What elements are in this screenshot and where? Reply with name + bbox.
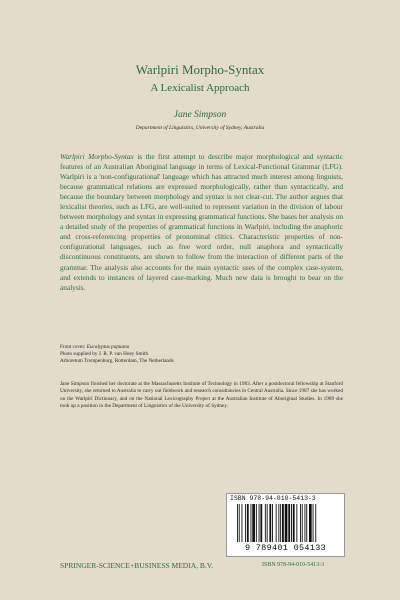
abstract-paragraph bbox=[60, 152, 343, 293]
cover-species: Eucalyptus papuana bbox=[86, 344, 130, 350]
publisher-name: SPRINGER-SCIENCE+BUSINESS MEDIA, B.V. bbox=[60, 561, 214, 570]
cover-credit bbox=[60, 344, 343, 366]
isbn-footer: ISBN 978-94-010-5413-3 bbox=[262, 562, 325, 568]
abstract-lead-title: Warlpiri Morpho-Syntax bbox=[60, 152, 134, 161]
cover-credit-label: Front cover: bbox=[60, 344, 87, 350]
barcode-label bbox=[226, 493, 345, 557]
author-bio: Jane Simpson finished her doctorate at the Massachusetts Institute of Technology in 1983. After a postdoctoral fellowship at Stanford University, she returned to Australia to carry out fieldwork and research consultancies in Central Australia. Since 1987 she has worked on the Warlpiri Dictionary, and on the National Lexicography Project at the Australian Institute of Aboriginal Studies. In 1989 she took up a position in the Department of Linguistics of the University of Sydney. bbox=[60, 381, 343, 410]
barcode-digits: 9 789401 054133 bbox=[244, 543, 326, 553]
photo-location: Arboretum Trompenburg, Rotterdam, The Netherlands bbox=[60, 358, 174, 365]
barcode-image bbox=[237, 504, 334, 542]
abstract-text: is the first attempt to describe major morphological and syntactic features of an Australian Aboriginal language in terms of Lexical-Functional Grammar (LFG). Warlpiri is a 'non-configurational' language which has attracted much interest among linguists, because grammatical relations are expressed morphologically, rather than syntactically, and because the boundary between morphology and syntax is not clear-cut. The author argues that lexicalist theories, such as LFG, are well-suited to represent variation in the division of labour between morphology and syntax in expressing grammatical functions. She bases her analysis on a detailed study of the properties of grammatical functions in Warlpiri, including the anaphoric and cross-referencing properties of pronominal clitics. Characteristic properties of non-configurational languages, such as free word order, null anaphora and syntactically discontinuous constituents, are shown to follow from the interaction of different parts of the grammar. The analysis also accounts for the main syntactic uses of the complex case-system, and extends to instances of layered case-marking. Much new data is brought to bear on the analysis. bbox=[60, 152, 343, 292]
author-affiliation: Department of Linguistics, University of Sydney, Australia bbox=[135, 125, 265, 131]
cover-credit-line bbox=[60, 344, 343, 351]
author-name: Jane Simpson bbox=[173, 110, 227, 120]
book-subtitle: A Lexicalist Approach bbox=[150, 82, 250, 94]
photo-credit: Photo supplied by J. R. P. van Hoey Smith bbox=[60, 351, 149, 358]
book-title: Warlpiri Morpho-Syntax bbox=[135, 62, 265, 77]
barcode-isbn-text: ISBN 978-94-010-5413-3 bbox=[230, 495, 316, 502]
